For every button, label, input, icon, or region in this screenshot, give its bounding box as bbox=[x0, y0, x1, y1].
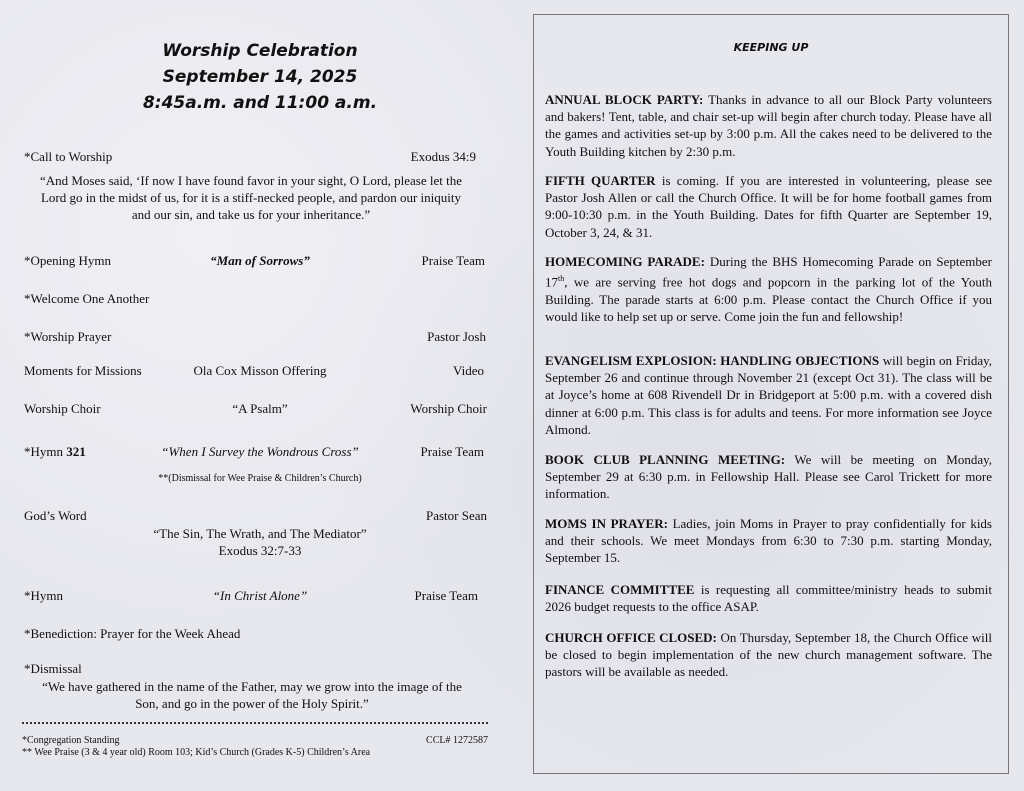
final-hymn-label: *Hymn bbox=[24, 588, 63, 603]
hymn-321-leader: Praise Team bbox=[420, 444, 484, 459]
worship-prayer-leader: Pastor Josh bbox=[427, 329, 486, 344]
opening-hymn-title: “Man of Sorrows” bbox=[210, 253, 310, 268]
choir-leader: Worship Choir bbox=[410, 401, 487, 416]
announcement-fifth-quarter: FIFTH QUARTER is coming. If you are interested in volunteering, please see Pastor Josh Allen or call the Church Office. It will be for home football games from 9:00-10:30 p.m. in the Youth Building. Dates for fifth Quarter are September 19, October 3, 24, & 31. bbox=[545, 173, 992, 240]
call-to-worship-ref: Exodus 34:9 bbox=[410, 149, 476, 164]
announcement-office-closed: CHURCH OFFICE CLOSED: On Thursday, September 18, the Church Office will be closed to begin implementation of the new church management software. The pastors will be available as needed. bbox=[545, 630, 992, 680]
announcement-evangelism: EVANGELISM EXPLOSION: HANDLING OBJECTIONS will begin on Friday, September 26 and continue through November 21 (except Oct 31). The class will be at Joyce’s home at 608 Rivendell Dr in Bridgeport at 5:00 p.m. with a covered dish dinner at 6:00 p.m. This class is for adults and teens. For more information see Joyce Almond. bbox=[545, 353, 992, 437]
dismissal-note: **(Dismissal for Wee Praise & Children’s Church) bbox=[158, 473, 362, 484]
keeping-up-title: KEEPING UP bbox=[733, 41, 809, 54]
final-hymn-leader: Praise Team bbox=[414, 588, 478, 603]
opening-hymn-leader: Praise Team bbox=[421, 253, 485, 268]
childrens-rooms-note: ** Wee Praise (3 & 4 year old) Room 103; Kid’s Church (Grades K-5) Children’s Area bbox=[22, 747, 371, 758]
benediction-item: *Benediction: Prayer for the Week Ahead bbox=[24, 626, 241, 641]
scripture-quote: “And Moses said, ‘If now I have found favor in your sight, O Lord, please let the Lord go in the midst of us, for it is a stiff-necked people, and pardon our iniquity and our sin, and take us for your inheritance.” bbox=[39, 173, 463, 222]
congregation-standing-note: *Congregation Standing bbox=[22, 735, 120, 746]
worship-prayer-label: *Worship Prayer bbox=[24, 329, 112, 344]
ccl-number: CCL# 1272587 bbox=[426, 735, 488, 746]
hymn-321-title: “When I Survey the Wondrous Cross” bbox=[161, 444, 359, 459]
gods-word-label: God’s Word bbox=[24, 508, 87, 523]
dismissal-label: *Dismissal bbox=[24, 661, 82, 676]
missions-leader: Video bbox=[453, 363, 484, 378]
hymn-321-label: *Hymn 321 bbox=[24, 444, 86, 459]
announcement-homecoming-parade: HOMECOMING PARADE: During the BHS Homecoming Parade on September 17th, we are serving free hot dogs and popcorn in the parking lot of the Youth Building. The parade starts at 6:00 p.m. Please contact the Church Office if you would like to help set up or serve. Come join the fun and fellowship! bbox=[545, 254, 992, 324]
choir-label: Worship Choir bbox=[24, 401, 101, 416]
announcement-moms-in-prayer: MOMS IN PRAYER: Ladies, join Moms in Prayer to pray confidentially for kids and their schools. We meet Mondays from 6:30 to 7:30 p.m. starting Monday, September 15. bbox=[545, 516, 992, 566]
closing-blessing: “We have gathered in the name of the Father, may we grow into the image of the Son, and go in the power of the Holy Spirit.” bbox=[42, 679, 462, 711]
opening-hymn-label: *Opening Hymn bbox=[24, 253, 112, 268]
hymn-number: 321 bbox=[66, 444, 86, 459]
announcement-block-party: ANNUAL BLOCK PARTY: Thanks in advance to all our Block Party volunteers and bakers! Tent, table, and chair set-up will begin after church today. Please have all the games and activities set-up by 3:00 p.m. All the cakes need to be delivered to the Youth Building kitchen by 2:30 p.m. bbox=[545, 92, 992, 159]
announcement-finance-committee: FINANCE COMMITTEE is requesting all committee/ministry heads to submit 2026 budget requests to the office ASAP. bbox=[545, 582, 992, 615]
sermon-title: “The Sin, The Wrath, and The Mediator” Exodus 32:7-33 bbox=[153, 526, 367, 558]
missions-label: Moments for Missions bbox=[24, 363, 142, 378]
bulletin-title: Worship Celebration September 14, 2025 8:45a.m. and 11:00 a.m. bbox=[142, 41, 378, 113]
gods-word-leader: Pastor Sean bbox=[425, 508, 487, 523]
call-to-worship-label: *Call to Worship bbox=[24, 149, 113, 164]
welcome-item: *Welcome One Another bbox=[24, 291, 150, 306]
final-hymn-title: “In Christ Alone” bbox=[212, 588, 308, 603]
announcement-book-club: BOOK CLUB PLANNING MEETING: We will be meeting on Monday, September 29 at 6:30 p.m. in Fellowship Hall. Please see Carol Trickett for more information. bbox=[545, 452, 992, 502]
missions-title: Ola Cox Misson Offering bbox=[193, 363, 327, 378]
footer-divider bbox=[22, 722, 488, 724]
keeping-up-panel bbox=[533, 14, 1009, 774]
choir-title: “A Psalm” bbox=[232, 401, 288, 416]
